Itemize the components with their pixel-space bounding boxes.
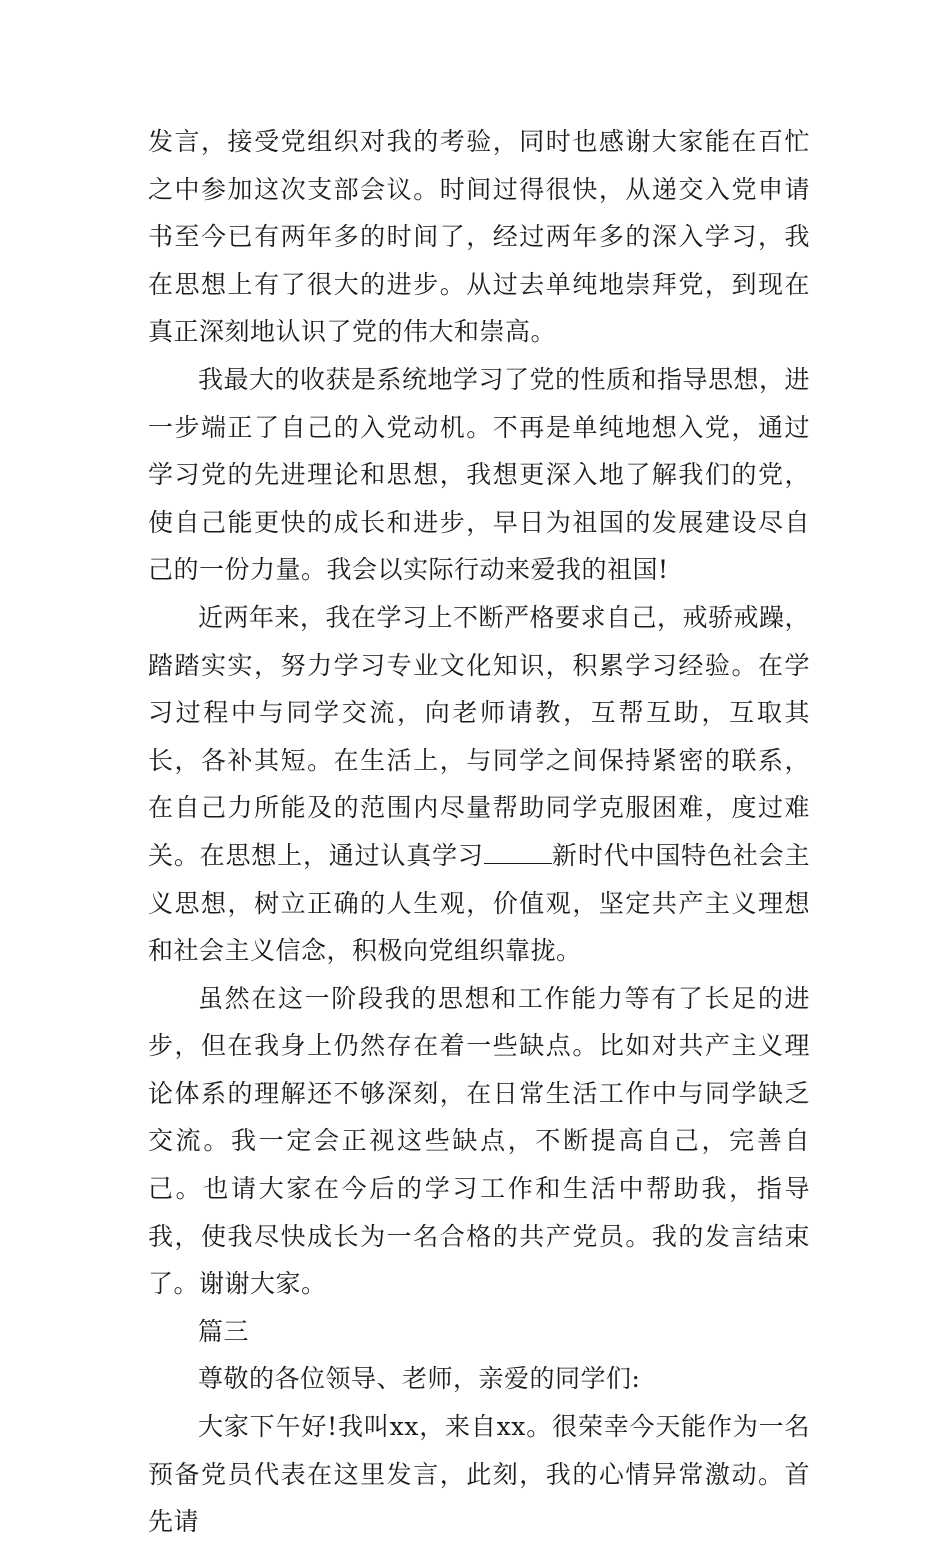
document-body <box>148 118 810 1546</box>
paragraph-3 <box>148 594 810 975</box>
paragraph-3-text-after-blank: 新时代中国特色社会主义思想，树立正确的人生观，价值观，坚定共产主义理想和社会主义信念，积极向党组织靠拢。 <box>148 840 810 966</box>
salutation: 尊敬的各位领导、老师，亲爱的同学们: <box>198 1364 641 1394</box>
fill-in-blank <box>484 843 552 864</box>
paragraph-1: 发言，接受党组织对我的考验，同时也感谢大家能在百忙之中参加这次支部会议。时间过得很快，从递交入党申请书至今已有两年多的时间了，经过两年多的深入学习，我在思想上有了很大的进步。从过去单纯地崇拜党，到现在真正深刻地认识了党的伟大和崇高。 <box>148 127 810 347</box>
paragraph-2: 我最大的收获是系统地学习了党的性质和指导思想，进一步端正了自己的入党动机。不再是单纯地想入党，通过学习党的先进理论和思想，我想更深入地了解我们的党，使自己能更快的成长和进步，早日为祖国的发展建设尽自己的一份力量。我会以实际行动来爱我的祖国! <box>148 364 811 585</box>
paragraph-3-text-before-blank: 近两年来，我在学习上不断严格要求自己，戒骄戒躁，踏踏实实，努力学习专业文化知识，积累学习经验。在学习过程中与同学交流，向老师请教，互帮互助，互取其长，各补其短。在生活上，与同学之间保持紧密的联系，在自己力所能及的范围内尽量帮助同学克服困难，度过难关。在思想上，通过认真学习 <box>148 602 811 870</box>
section-heading: 篇三 <box>198 1316 250 1346</box>
paragraph-4: 虽然在这一阶段我的思想和工作能力等有了长足的进步，但在我身上仍然存在着一些缺点。比如对共产主义理论体系的理解还不够深刻，在日常生活工作中与同学缺乏交流。我一定会正视这些缺点，不断提高自己，完善自己。也请大家在今后的学习工作和生活中帮助我，指导我，使我尽快成长为一名合格的共产党员。我的发言结束了。谢谢大家。 <box>148 983 810 1299</box>
paragraph-5: 大家下午好!我叫xx，来自xx。很荣幸今天能作为一名预备党员代表在这里发言，此刻，我的心情异常激动。首先请 <box>148 1412 810 1537</box>
